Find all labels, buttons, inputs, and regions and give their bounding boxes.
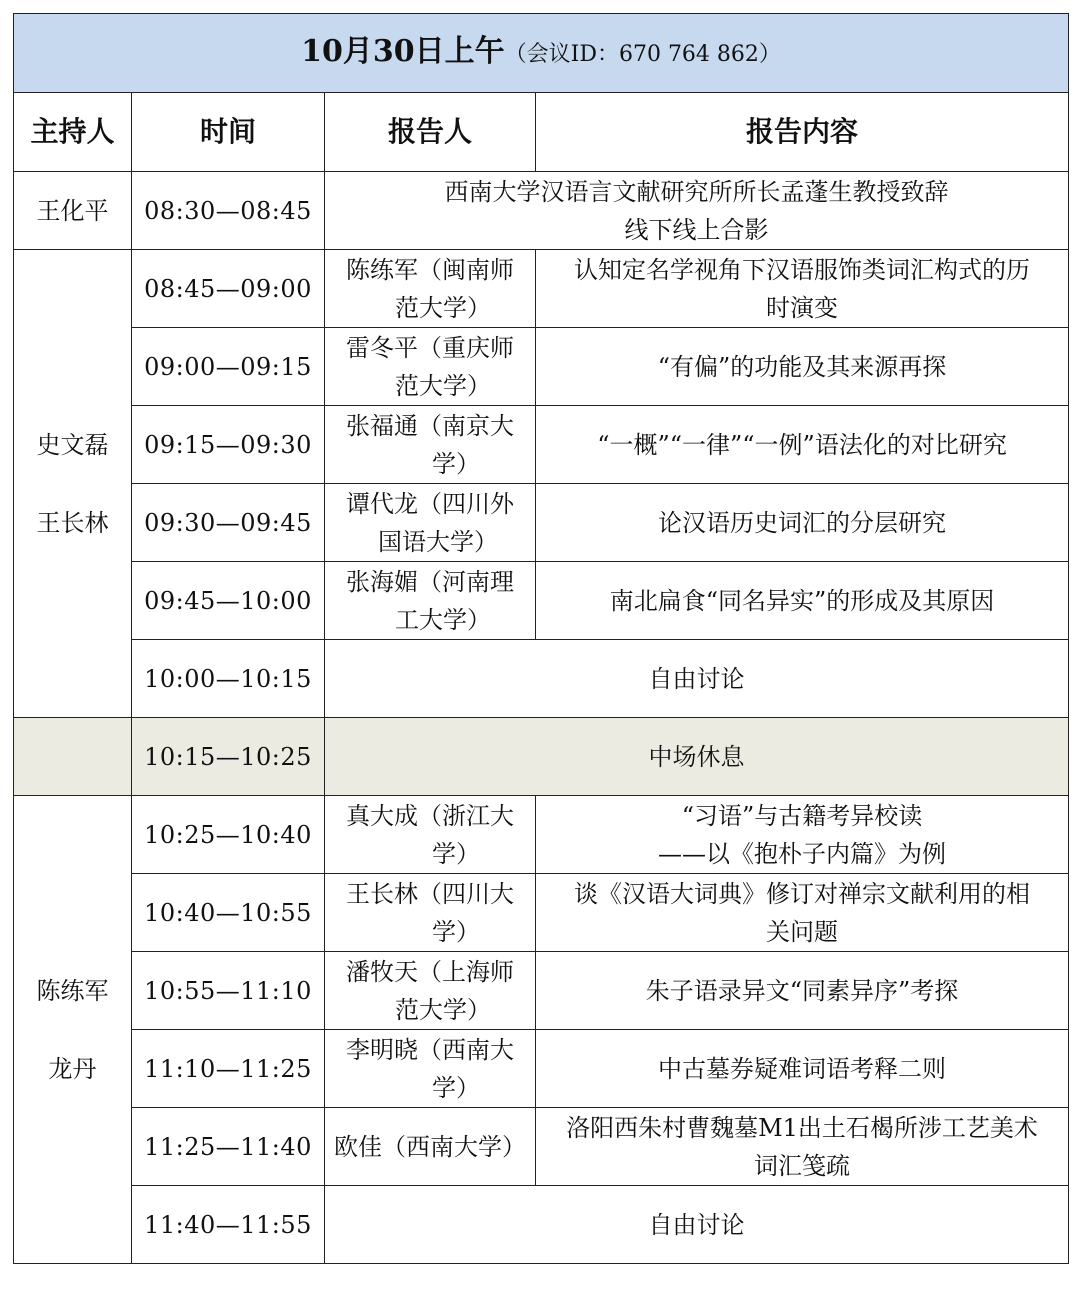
- reporter-cell: [325, 250, 536, 328]
- table-row: [14, 1030, 1069, 1108]
- table-row: [14, 1186, 1069, 1264]
- reporter-line: 学）: [432, 839, 480, 868]
- host-cell: [14, 250, 132, 718]
- header-host: 主持人: [14, 93, 132, 172]
- discussion-cell: 自由讨论: [325, 640, 1069, 718]
- content-line: 词汇笺疏: [754, 1151, 851, 1180]
- content-line: ——以《抱朴子内篇》为例: [658, 839, 947, 868]
- time-cell: 09:00—09:15: [132, 328, 325, 406]
- header-time: 时间: [132, 93, 325, 172]
- content-cell: “一概”“一律”“一例”语法化的对比研究: [536, 406, 1069, 484]
- reporter-cell: 欧佳（西南大学）: [325, 1108, 536, 1186]
- content-cell: 朱子语录异文“同素异序”考探: [536, 952, 1069, 1030]
- reporter-line: 工大学）: [395, 605, 491, 634]
- reporter-line: 范大学）: [395, 371, 491, 400]
- host-cell: [14, 796, 132, 1264]
- reporter-line: 陈练军（闽南师: [346, 255, 514, 284]
- table-row: [14, 640, 1069, 718]
- content-cell: [536, 796, 1069, 874]
- content-cell: 南北扁食“同名异实”的形成及其原因: [536, 562, 1069, 640]
- time-cell: 09:15—09:30: [132, 406, 325, 484]
- content-line: 关问题: [766, 917, 839, 946]
- reporter-line: 李明晓（西南大: [346, 1035, 514, 1064]
- reporter-cell: [325, 406, 536, 484]
- host-name: 史文磊: [36, 430, 109, 459]
- table-row: [14, 874, 1069, 952]
- reporter-line: 学）: [432, 449, 480, 478]
- time-cell: 08:45—09:00: [132, 250, 325, 328]
- reporter-line: 张海媚（河南理: [346, 567, 514, 596]
- content-cell: [536, 1108, 1069, 1186]
- table-row: [14, 328, 1069, 406]
- table-row: [14, 406, 1069, 484]
- content-line: 时演变: [766, 293, 839, 322]
- reporter-cell: [325, 1030, 536, 1108]
- time-cell: 11:25—11:40: [132, 1108, 325, 1186]
- reporter-cell: [325, 796, 536, 874]
- reporter-cell: [325, 484, 536, 562]
- time-cell: 10:15—10:25: [132, 718, 325, 796]
- reporter-line: 王长林（四川大: [346, 879, 514, 908]
- reporter-line: 国语大学）: [378, 527, 498, 556]
- table-row: [14, 562, 1069, 640]
- title-main: 10月30日上午: [301, 33, 505, 69]
- title-row: [14, 14, 1069, 93]
- break-label: 中场休息: [325, 718, 1069, 796]
- reporter-line: 张福通（南京大: [346, 411, 514, 440]
- time-cell: 10:55—11:10: [132, 952, 325, 1030]
- host-name: 龙丹: [48, 1054, 97, 1083]
- reporter-line: 学）: [432, 1073, 480, 1102]
- schedule-table: [13, 13, 1069, 1264]
- header-content: 报告内容: [536, 93, 1069, 172]
- reporter-cell: [325, 952, 536, 1030]
- reporter-line: 谭代龙（四川外: [346, 489, 514, 518]
- content-line: 西南大学汉语言文献研究所所长孟蓬生教授致辞: [444, 177, 949, 206]
- host-name: 王长林: [36, 508, 109, 537]
- reporter-cell: [325, 874, 536, 952]
- time-cell: 08:30—08:45: [132, 172, 325, 250]
- time-cell: 09:45—10:00: [132, 562, 325, 640]
- table-row: [14, 172, 1069, 250]
- empty-host-cell: [14, 718, 132, 796]
- discussion-cell: 自由讨论: [325, 1186, 1069, 1264]
- reporter-line: 范大学）: [395, 995, 491, 1024]
- header-row: [14, 93, 1069, 172]
- content-cell: “有偏”的功能及其来源再探: [536, 328, 1069, 406]
- content-cell: [536, 250, 1069, 328]
- host-name: 陈练军: [36, 976, 109, 1005]
- table-row: [14, 1108, 1069, 1186]
- content-line: 谈《汉语大词典》修订对禅宗文献利用的相: [574, 879, 1031, 908]
- reporter-line: 雷冬平（重庆师: [346, 333, 514, 362]
- content-line: 洛阳西朱村曹魏墓M1出土石楬所涉工艺美术: [566, 1113, 1038, 1142]
- table-row: [14, 796, 1069, 874]
- reporter-cell: [325, 328, 536, 406]
- content-cell: [536, 874, 1069, 952]
- host-cell: 王化平: [14, 172, 132, 250]
- content-cell: 中古墓券疑难词语考释二则: [536, 1030, 1069, 1108]
- time-cell: 10:40—10:55: [132, 874, 325, 952]
- time-cell: 10:25—10:40: [132, 796, 325, 874]
- content-cell: 论汉语历史词汇的分层研究: [536, 484, 1069, 562]
- table-title: [14, 14, 1069, 93]
- content-line: 线下线上合影: [624, 215, 769, 244]
- break-row: [14, 718, 1069, 796]
- table-row: [14, 952, 1069, 1030]
- time-cell: 11:40—11:55: [132, 1186, 325, 1264]
- header-reporter: 报告人: [325, 93, 536, 172]
- content-cell: [325, 172, 1069, 250]
- time-cell: 10:00—10:15: [132, 640, 325, 718]
- table-row: [14, 484, 1069, 562]
- reporter-cell: [325, 562, 536, 640]
- table-row: [14, 250, 1069, 328]
- reporter-line: 潘牧天（上海师: [346, 957, 514, 986]
- time-cell: 09:30—09:45: [132, 484, 325, 562]
- time-cell: 11:10—11:25: [132, 1030, 325, 1108]
- reporter-line: 真大成（浙江大: [346, 801, 514, 830]
- content-line: “习语”与古籍考异校读: [681, 801, 923, 830]
- reporter-line: 学）: [432, 917, 480, 946]
- content-line: 认知定名学视角下汉语服饰类词汇构式的历: [574, 255, 1031, 284]
- reporter-line: 范大学）: [395, 293, 491, 322]
- meeting-id: （会议ID：670 764 862）: [504, 41, 781, 67]
